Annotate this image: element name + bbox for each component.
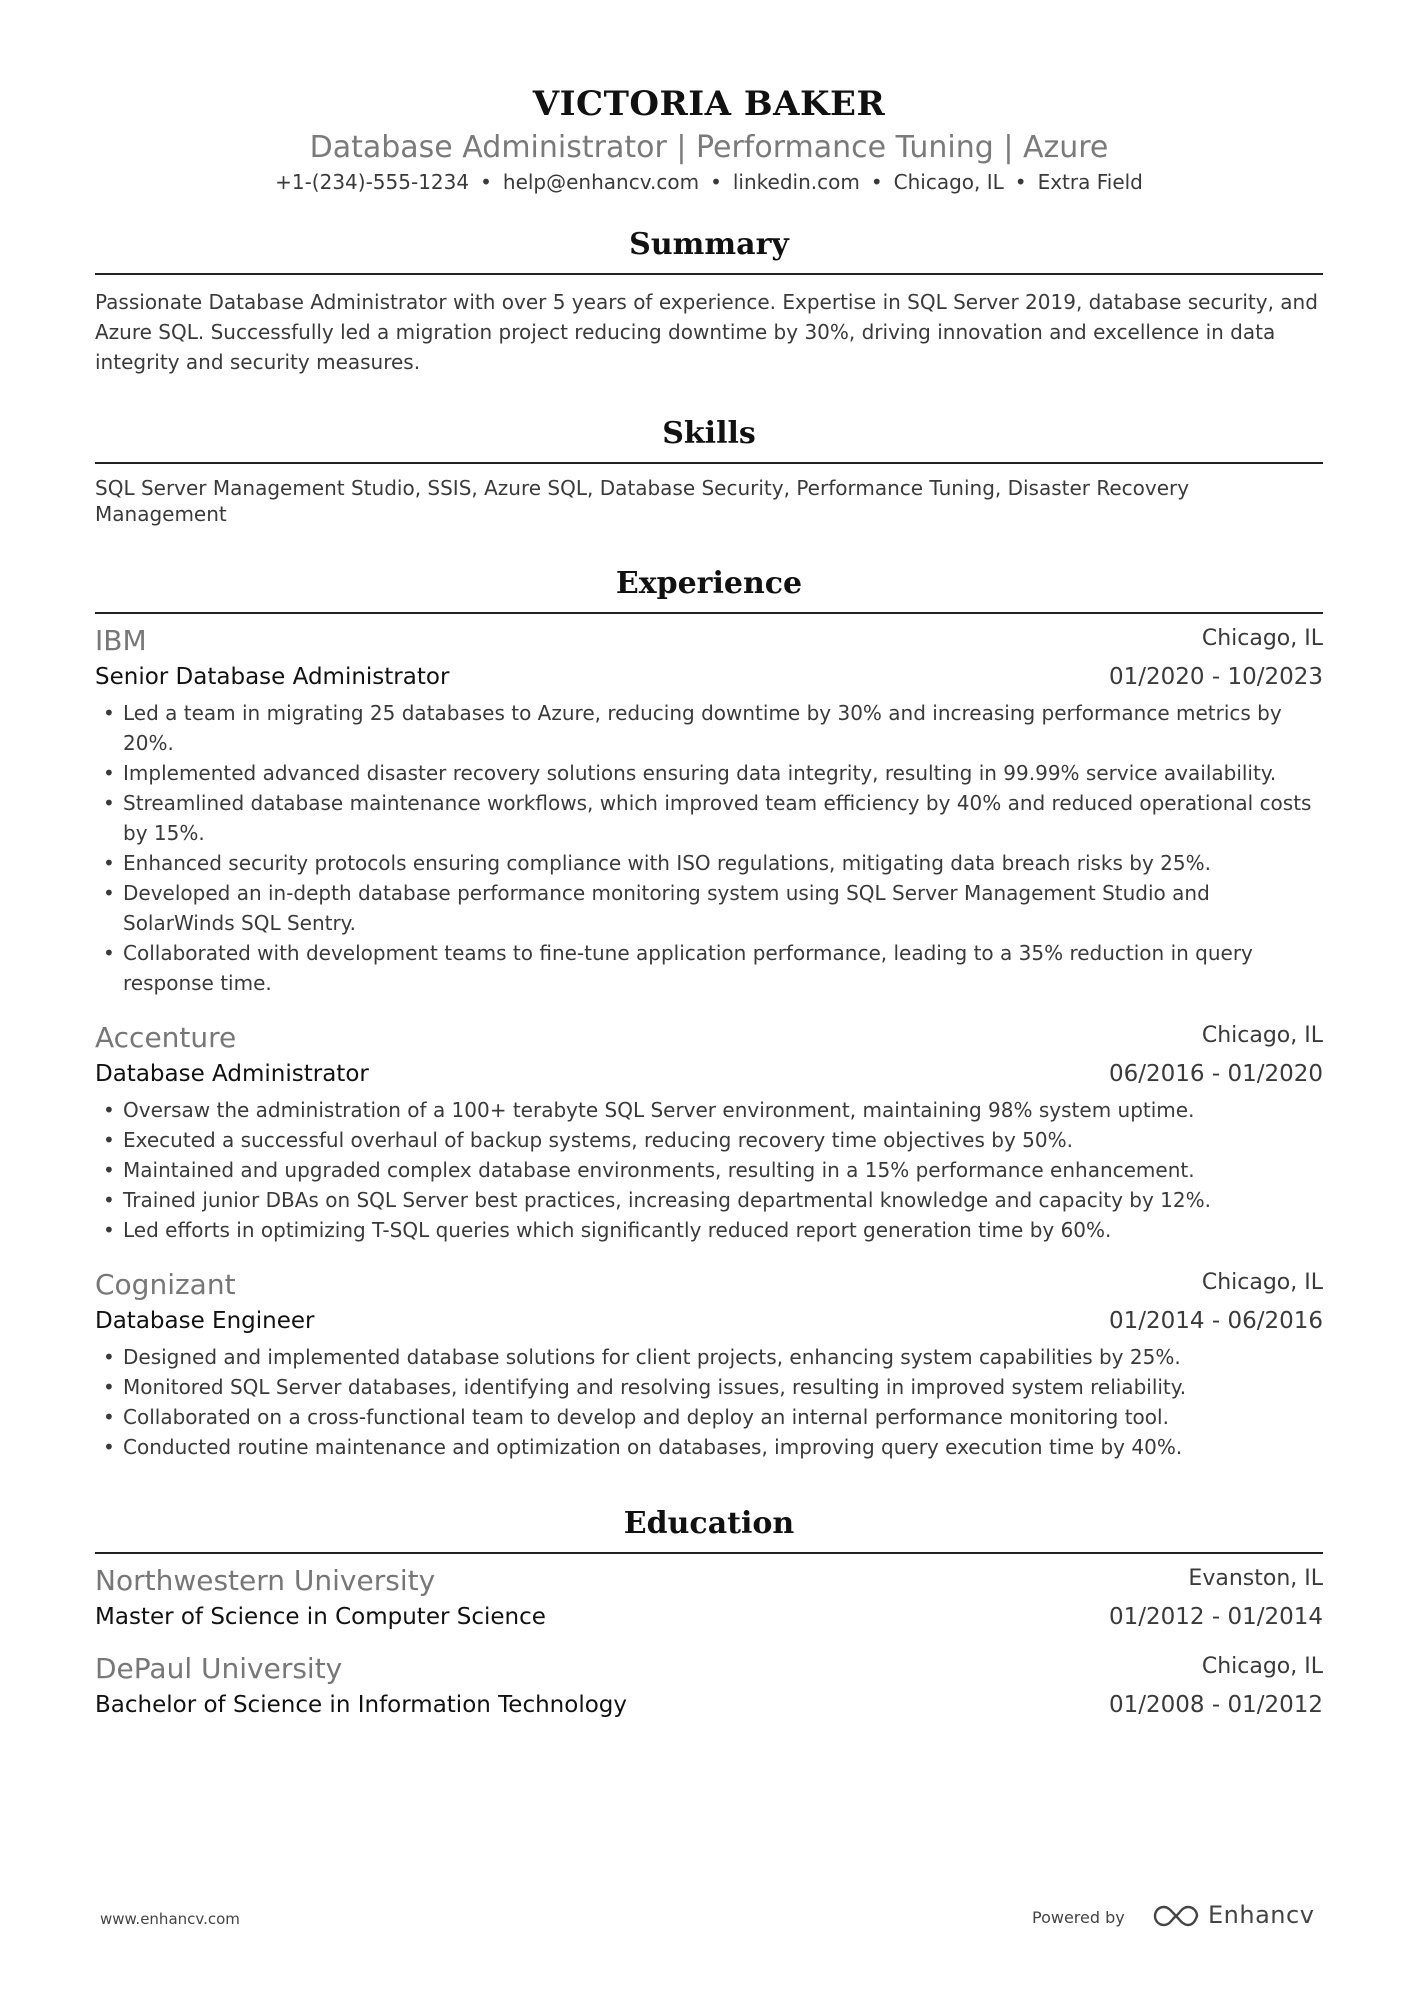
candidate-name: VICTORIA BAKER [532,84,886,124]
job-location: Chicago, IL [1201,1023,1323,1048]
degree-name: Bachelor of Science in Information Technology [95,1692,627,1718]
skills-text: SQL Server Management Studio, SSIS, Azure SQL, Database Security, Performance Tuning, Disaster Recovery Management [95,476,1190,526]
job-title: Senior Database Administrator [95,664,450,690]
contact-extra: Extra Field [1037,170,1143,194]
experience-entry [95,1021,1323,1245]
powered-by-label: Powered by [1032,1908,1125,1927]
section-divider [95,612,1323,614]
job-location: Chicago, IL [1201,1270,1323,1295]
school-location: Evanston, IL [1188,1566,1323,1591]
summary-text: Passionate Database Administrator with over 5 years of experience. Expertise in SQL Server 2019, database security, and Azure SQL. Successfully led a migration project reducing downtime by 30%, driving innovation and excellence in data integrity and security measures. [95,290,1318,374]
education-dates: 01/2008 - 01/2012 [1108,1692,1323,1718]
achievement-list [95,1342,1323,1462]
skills-heading: Skills [662,416,756,451]
degree-name: Master of Science in Computer Science [95,1604,546,1630]
achievement-item: • Oversaw the administration of a 100+ terabyte SQL Server environment, maintaining 98% system uptime. [95,1095,1323,1125]
enhancv-logo-icon [1152,1903,1200,1929]
achievement-item: • Enhanced security protocols ensuring compliance with ISO regulations, mitigating data breach risks by 25%. [95,848,1323,878]
school-name: Northwestern University [95,1564,436,1597]
separator-dot: • [480,170,492,194]
separator-dot: • [1014,170,1027,194]
achievement-item: • Collaborated on a cross-functional team to develop and deploy an internal performance monitoring tool. [95,1402,1323,1432]
achievement-list [95,1095,1323,1245]
education-entry [95,1564,1323,1638]
experience-entry [95,1268,1323,1462]
separator-dot: • [710,170,722,194]
achievement-item: • Streamlined database maintenance workflows, which improved team efficiency by 40% and reduced operational costs by 15%. [95,788,1323,848]
company-name: IBM [95,624,147,657]
achievement-item: • Developed an in-depth database performance monitoring system using SQL Server Management Studio and SolarWinds SQL Sentry. [95,878,1323,938]
job-title: Database Administrator [95,1061,369,1087]
job-dates: 01/2014 - 06/2016 [1108,1308,1323,1334]
education-dates: 01/2012 - 01/2014 [1108,1604,1323,1630]
achievement-item: • Maintained and upgraded complex database environments, resulting in a 15% performance enhancement. [95,1155,1323,1185]
company-name: Accenture [95,1021,237,1054]
achievement-item: • Led efforts in optimizing T-SQL queries which significantly reduced report generation time by 60%. [95,1215,1323,1245]
achievement-item: • Collaborated with development teams to fine-tune application performance, leading to a 35% reduction in query response time. [95,938,1323,998]
school-name: DePaul University [95,1652,343,1685]
job-title: Database Engineer [95,1308,315,1334]
candidate-headline: Database Administrator | Performance Tuning | Azure [309,130,1109,165]
footer-website-link[interactable]: www.enhancv.com [100,1910,240,1928]
job-dates: 01/2020 - 10/2023 [1108,664,1323,690]
achievement-item: • Designed and implemented database solutions for client projects, enhancing system capabilities by 25%. [95,1342,1323,1372]
education-heading: Education [623,1506,795,1541]
contact-email: help@enhancv.com [502,170,700,194]
contact-linkedin: linkedin.com [732,170,860,194]
education-entry [95,1652,1323,1726]
contact-line [95,170,1323,194]
company-name: Cognizant [95,1268,236,1301]
achievement-item: • Executed a successful overhaul of backup systems, reducing recovery time objectives by 50%. [95,1125,1323,1155]
achievement-item: • Led a team in migrating 25 databases to Azure, reducing downtime by 30% and increasing performance metrics by 20%. [95,698,1323,758]
section-divider [95,273,1323,275]
experience-entry [95,624,1323,998]
contact-location: Chicago, IL [893,170,1004,194]
achievement-item: • Conducted routine maintenance and optimization on databases, improving query execution time by 40%. [95,1432,1323,1462]
section-divider [95,462,1323,464]
enhancv-brand-name: Enhancv [1208,1901,1315,1929]
section-divider [95,1552,1323,1554]
contact-phone: +1-(234)-555-1234 [275,170,470,194]
school-location: Chicago, IL [1201,1654,1323,1679]
achievement-item: • Implemented advanced disaster recovery solutions ensuring data integrity, resulting in 99.99% service availability. [95,758,1323,788]
experience-heading: Experience [615,566,803,601]
job-dates: 06/2016 - 01/2020 [1108,1061,1323,1087]
achievement-item: • Monitored SQL Server databases, identifying and resolving issues, resulting in improved system reliability. [95,1372,1323,1402]
job-location: Chicago, IL [1201,626,1323,651]
achievement-item: • Trained junior DBAs on SQL Server best practices, increasing departmental knowledge and capacity by 12%. [95,1185,1323,1215]
separator-dot: • [870,170,883,194]
achievement-list [95,698,1323,998]
summary-heading: Summary [629,227,789,262]
